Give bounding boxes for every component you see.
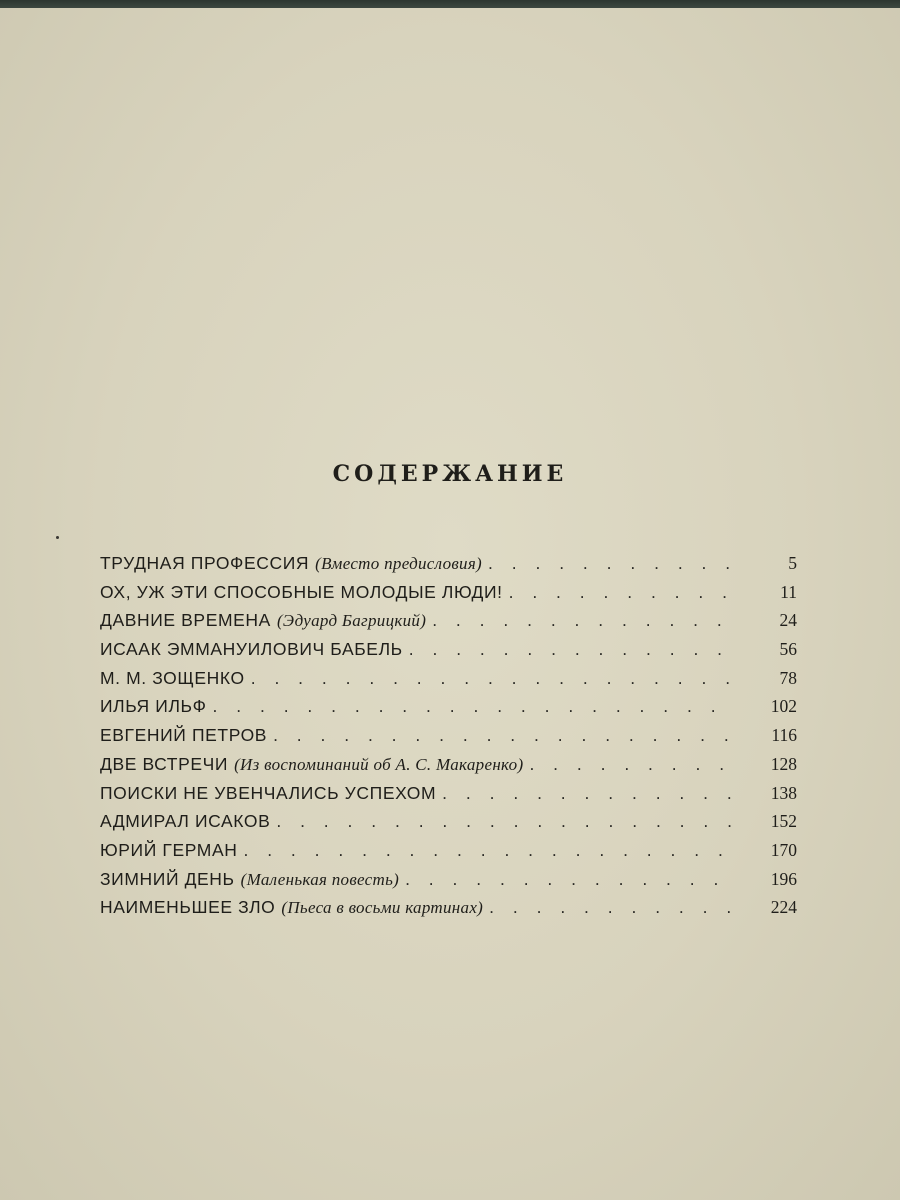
dot-leader [276, 811, 731, 832]
page-speck [56, 536, 59, 539]
toc-entry [100, 582, 797, 611]
book-page [0, 8, 900, 1200]
toc-entry [100, 668, 797, 697]
entry-page-number: 152 [770, 811, 797, 832]
entry-title: НАИМЕНЬШЕЕ ЗЛО [100, 897, 276, 918]
entry-subtitle: (Маленькая повесть) [240, 869, 400, 889]
toc-entry [100, 725, 797, 754]
entry-page-number: 128 [770, 753, 797, 774]
entry-title: ТРУДНАЯ ПРОФЕССИЯ [100, 553, 310, 573]
dot-leader [405, 869, 731, 890]
dot-leader [213, 696, 731, 717]
entry-subtitle: (Из воспоминаний об А. С. Макаренко) [234, 754, 524, 774]
entry-title: М. М. ЗОЩЕНКО [100, 667, 245, 688]
entry-title: ОХ, УЖ ЭТИ СПОСОБНЫЕ МОЛОДЫЕ ЛЮДИ! [100, 581, 503, 602]
toc-entry [100, 897, 797, 926]
toc-entry [100, 610, 797, 639]
dot-leader [529, 754, 731, 775]
entry-title: АДМИРАЛ ИСАКОВ [100, 811, 271, 832]
entry-page-number: 170 [770, 839, 797, 860]
dot-leader [243, 840, 731, 861]
entry-page-number: 224 [770, 897, 797, 918]
book-cover-edge [0, 0, 900, 8]
entry-page-number: 138 [770, 782, 797, 803]
dot-leader [489, 897, 731, 918]
entry-page-number: 11 [780, 581, 797, 602]
entry-page-number: 5 [788, 553, 797, 573]
dot-leader [509, 582, 731, 603]
toc-entry [100, 754, 797, 783]
entry-title: ЕВГЕНИЙ ПЕТРОВ [100, 725, 268, 746]
toc-entry [100, 553, 797, 582]
entry-page-number: 24 [779, 610, 797, 631]
entry-page-number: 116 [771, 725, 797, 746]
entry-title: ЮРИЙ ГЕРМАН [100, 839, 238, 860]
toc-entry [100, 811, 797, 840]
entry-subtitle: (Пьеса в восьми картинах) [281, 898, 484, 918]
dot-leader [251, 668, 731, 689]
entry-title: ИСААК ЭММАНУИЛОВИЧ БАБЕЛЬ [100, 639, 403, 660]
toc-entry [100, 840, 797, 869]
entry-title: ЗИМНИЙ ДЕНЬ [100, 868, 235, 889]
entry-title: ДАВНИЕ ВРЕМЕНА [100, 610, 271, 631]
page-title: СОДЕРЖАНИЕ [332, 461, 568, 487]
entry-page-number: 56 [779, 639, 797, 660]
dot-leader [273, 725, 731, 746]
entry-subtitle: (Эдуард Багрицкий) [276, 611, 427, 631]
toc-entry [100, 696, 797, 725]
dot-leader [409, 639, 731, 660]
entry-title: ИЛЬЯ ИЛЬФ [100, 696, 207, 717]
dot-leader [432, 610, 731, 631]
dot-leader [488, 553, 731, 574]
entry-page-number: 78 [779, 667, 797, 688]
toc-entry [100, 869, 797, 898]
entry-subtitle: (Вместо предисловия) [315, 554, 483, 573]
table-of-contents [100, 553, 797, 926]
dot-leader [442, 783, 731, 804]
entry-title: ПОИСКИ НЕ УВЕНЧАЛИСЬ УСПЕХОМ [100, 782, 437, 803]
entry-page-number: 102 [770, 696, 797, 717]
toc-entry [100, 639, 797, 668]
toc-entry [100, 783, 797, 812]
entry-title: ДВЕ ВСТРЕЧИ [100, 753, 229, 774]
entry-page-number: 196 [770, 868, 797, 889]
